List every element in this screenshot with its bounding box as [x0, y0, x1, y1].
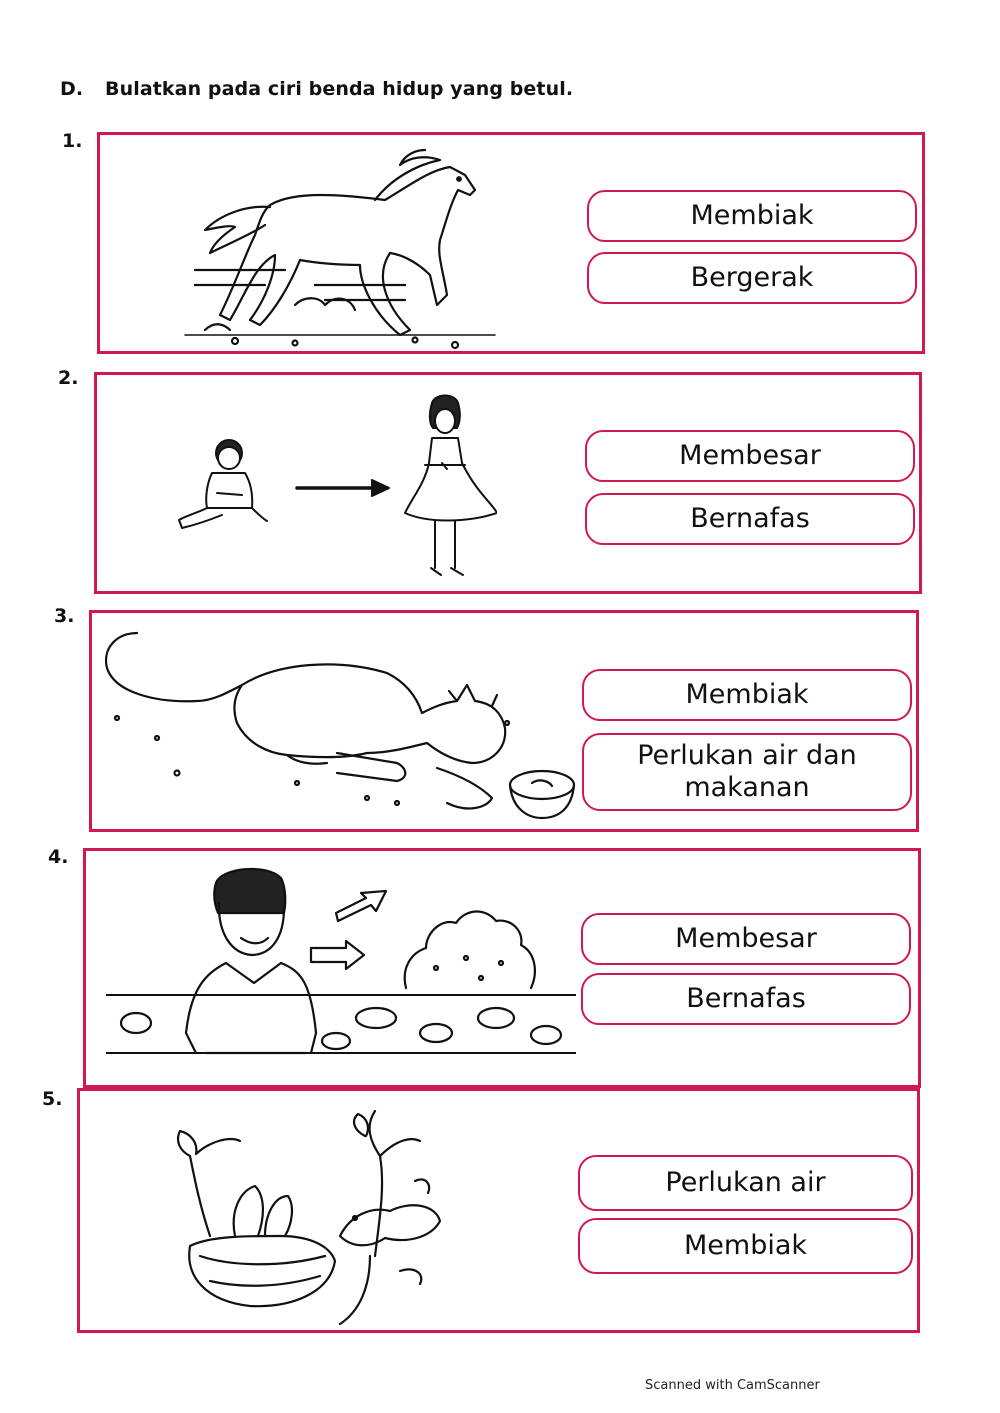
question-number-2: 2. — [58, 367, 79, 389]
option-perlukan-air-5[interactable]: Perlukan air — [578, 1155, 913, 1211]
option-membiak-1[interactable]: Membiak — [587, 190, 917, 242]
question-panel-3 — [89, 610, 919, 832]
option-membiak-5[interactable]: Membiak — [578, 1218, 913, 1274]
option-membesar-2[interactable]: Membesar — [585, 430, 915, 482]
option-membiak-3[interactable]: Membiak — [582, 669, 912, 721]
option-bergerak-1[interactable]: Bergerak — [587, 252, 917, 304]
question-number-4: 4. — [48, 846, 69, 868]
option-membesar-4[interactable]: Membesar — [581, 913, 911, 965]
instruction-text: Bulatkan pada ciri benda hidup yang betul. — [105, 78, 574, 100]
growth-illustration — [167, 383, 497, 593]
question-number-5: 5. — [42, 1088, 63, 1110]
cat-illustration — [97, 623, 582, 828]
question-number-3: 3. — [54, 605, 75, 627]
question-panel-4 — [83, 848, 921, 1088]
section-header — [60, 78, 573, 100]
horse-illustration — [175, 145, 505, 350]
boy-breathing-illustration — [106, 863, 576, 1063]
question-panel-5 — [77, 1088, 920, 1333]
scanner-watermark: Scanned with CamScanner — [645, 1378, 820, 1393]
question-panel-1 — [97, 132, 925, 354]
option-bernafas-2[interactable]: Bernafas — [585, 493, 915, 545]
bird-nest-illustration — [170, 1096, 460, 1326]
question-panel-2 — [94, 372, 922, 594]
question-number-1: 1. — [62, 130, 83, 152]
section-letter: D. — [60, 78, 84, 100]
option-perlukan-air-dan-makanan-3[interactable]: Perlukan air dan makanan — [582, 733, 912, 811]
option-bernafas-4[interactable]: Bernafas — [581, 973, 911, 1025]
